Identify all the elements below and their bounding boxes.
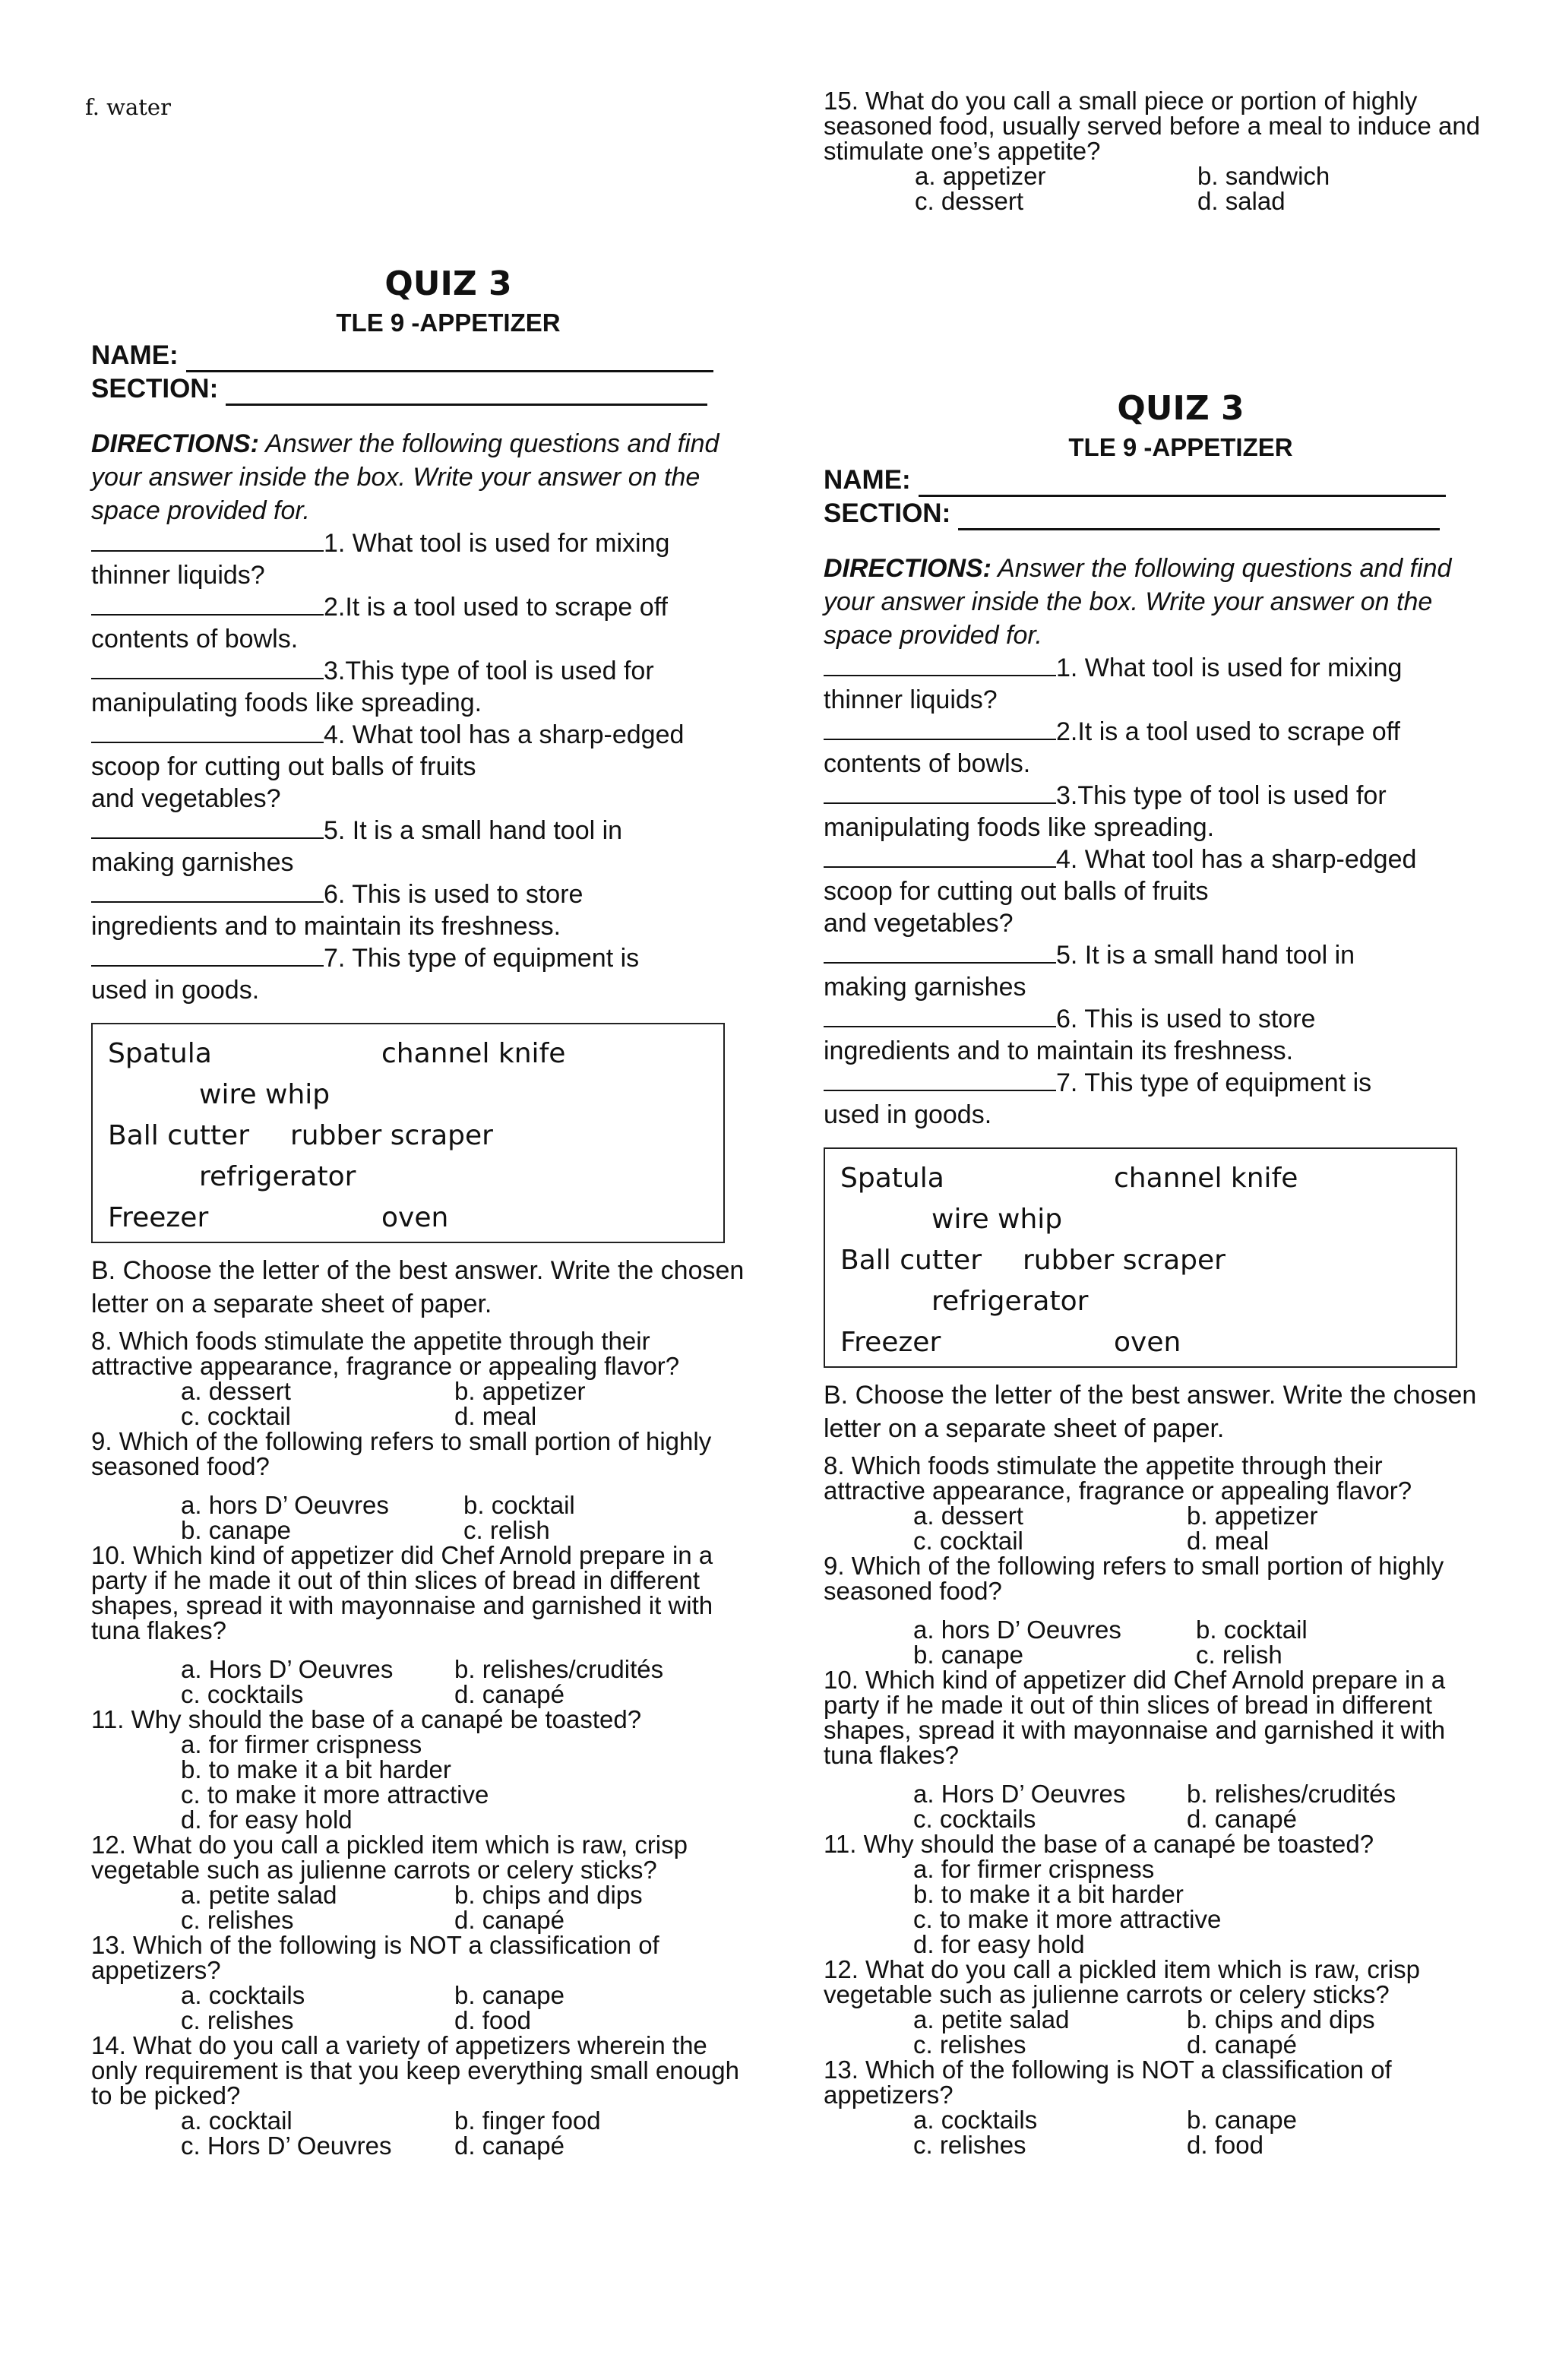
word-option: refrigerator [931,1286,1089,1317]
word-option: Freezer [840,1327,941,1358]
answer-blank[interactable] [91,655,324,679]
option: a. hors D’ Oeuvres [913,1616,1121,1644]
fill-item [824,652,1477,684]
answer-blank[interactable] [91,591,324,616]
option: d. for easy hold [913,1930,1085,1958]
fill-item-text: 4. What tool has a sharp-edged [1056,845,1417,874]
option: a. Hors D’ Oeuvres [181,1655,394,1683]
fill-item-text: 1. What tool is used for mixing [1056,654,1403,682]
fill-item-text: 4. What tool has a sharp-edged [324,720,685,749]
question-8: 8. Which foods stimulate the appetite through their attractive appearance, fragrance or appealing flavor? [824,1451,1412,1505]
answer-blank[interactable] [91,815,324,839]
option: b. chips and dips [454,1881,643,1909]
directions-text: Answer the following questions and find your answer inside the box. Write your answer on the space provided for. [824,554,1452,650]
word-option: oven [1114,1327,1181,1358]
option: b. appetizer [454,1377,586,1405]
word-option: channel knife [1114,1163,1298,1194]
name-field [91,339,745,372]
word-option: Spatula [840,1163,944,1194]
word-option: channel knife [381,1038,566,1069]
word-option: rubber scraper [290,1120,493,1151]
fill-item-text: thinner liquids? [824,685,998,714]
name-field [824,464,1477,497]
fill-item-text: used in goods. [91,976,260,1005]
option-row [824,188,1507,214]
question-11: 11. Why should the base of a canapé be toasted? [91,1705,642,1733]
multiple-choice [824,1453,1477,2157]
fill-item [91,591,745,623]
fill-item [91,719,745,751]
directions-label: DIRECTIONS: [824,554,991,583]
fill-item-text: manipulating foods like spreading. [824,813,1215,842]
option: c. relishes [181,2006,294,2034]
question-9: 9. Which of the following refers to small portion of highly seasoned food? [824,1552,1444,1605]
option: d. meal [1187,1527,1270,1555]
option: a. Hors D’ Oeuvres [913,1780,1126,1808]
name-blank[interactable] [186,347,713,372]
quiz-right [824,386,1477,2157]
option: b. canape [181,1516,291,1544]
option: d. canapé [454,1680,565,1708]
fill-item-text: 6. This is used to store [324,880,584,909]
directions [824,552,1477,652]
directions-label: DIRECTIONS: [91,429,259,458]
fill-item-text: scoop for cutting out balls of fruits [91,752,476,781]
multiple-choice [91,1328,745,2158]
question-8: 8. Which foods stimulate the appetite through their attractive appearance, fragrance or appealing flavor? [91,1327,680,1380]
option: c. Hors D’ Oeuvres [181,2132,392,2160]
fill-item-text: ingredients and to maintain its freshness. [91,912,561,941]
option: b. to make it a bit harder [913,1880,1184,1908]
quiz-subtitle: TLE 9 -APPETIZER [336,309,561,337]
fill-item-text: making garnishes [824,973,1026,1002]
question-12: 12. What do you call a pickled item which is raw, crisp vegetable such as julienne carrots or celery sticks? [91,1831,688,1884]
option: d. canapé [454,1906,565,1934]
option: d. canapé [454,2132,565,2160]
word-box [91,1023,725,1243]
answer-blank[interactable] [824,780,1056,804]
option: d. salad [1197,187,1286,215]
answer-blank[interactable] [91,719,324,743]
fill-item [824,716,1477,748]
fill-item-text: 5. It is a small hand tool in [1056,941,1355,970]
section-field [91,372,745,406]
option: c. cocktails [181,1680,304,1708]
option: a. cocktails [913,2106,1038,2134]
part-b-instructions: B. Choose the letter of the best answer. Write the chosen letter on a separate sheet of paper. [824,1381,1477,1443]
option: d. meal [454,1402,537,1430]
fill-item [91,942,745,974]
option: c. cocktail [913,1527,1023,1555]
fill-items [91,527,745,1006]
fill-item-text: and vegetables? [824,909,1014,938]
option: d. for easy hold [181,1806,353,1834]
option: b. cocktail [1196,1616,1308,1644]
question-15 [824,88,1507,214]
fill-item-text: 2.It is a tool used to scrape off [324,593,668,622]
fill-item [91,878,745,910]
fill-item-text: 6. This is used to store [1056,1005,1316,1033]
option: a. for firmer crispness [913,1855,1155,1883]
option: a. appetizer [915,162,1046,190]
quiz-title: QUIZ 3 [384,264,512,303]
fill-item-text: 7. This type of equipment is [324,944,640,973]
option: b. relishes/crudités [1187,1780,1396,1808]
fill-item [824,780,1477,812]
fill-item-text: 3.This type of tool is used for [324,657,654,685]
option: c. to make it more attractive [913,1905,1222,1933]
fill-item [824,843,1477,875]
word-option: Ball cutter [108,1120,249,1151]
section-blank[interactable] [226,381,707,406]
answer-blank[interactable] [824,1067,1056,1091]
fill-item-text: 2.It is a tool used to scrape off [1056,717,1400,746]
option: c. dessert [915,187,1024,215]
option: d. food [1187,2131,1263,2159]
option: b. canape [1187,2106,1297,2134]
fill-item [824,939,1477,971]
question-9: 9. Which of the following refers to small portion of highly seasoned food? [91,1427,712,1480]
directions-text: Answer the following questions and find your answer inside the box. Write your answer on the space provided for. [91,429,719,525]
option: b. relishes/crudités [454,1655,664,1683]
word-option: Ball cutter [840,1245,982,1276]
directions [91,427,745,527]
question-14: 14. What do you call a variety of appetizers wherein the only requirement is that you keep everything small enough to be picked? [91,2031,739,2109]
option: c. relishes [913,2131,1026,2159]
question-10: 10. Which kind of appetizer did Chef Arnold prepare in a party if he made it out of thin slices of bread in different shapes, spread it with mayonnaise and garnished it with tuna flakes? [91,1541,713,1644]
option: c. cocktail [181,1402,291,1430]
option: d. food [454,2006,531,2034]
answer-blank[interactable] [824,652,1056,676]
fill-item [824,1003,1477,1035]
option: a. petite salad [181,1881,337,1909]
option: a. cocktails [181,1981,305,2009]
section-field [824,497,1477,530]
quiz-subtitle: TLE 9 -APPETIZER [1068,433,1293,461]
fill-item [91,527,745,559]
option: d. canapé [1187,2030,1297,2059]
word-option: rubber scraper [1023,1245,1226,1276]
word-option: wire whip [199,1079,330,1110]
option: a. petite salad [913,2005,1070,2033]
word-option: wire whip [931,1204,1063,1235]
question-11: 11. Why should the base of a canapé be toasted? [824,1830,1374,1858]
question-13: 13. Which of the following is NOT a classification of appetizers? [824,2056,1392,2109]
section-label: SECTION: [824,498,951,528]
option: b. canape [454,1981,565,2009]
fill-item-text: 7. This type of equipment is [1056,1068,1372,1097]
fill-item-text: contents of bowls. [824,749,1031,778]
answer-blank[interactable] [91,942,324,967]
question-13: 13. Which of the following is NOT a classification of appetizers? [91,1931,659,1984]
fill-item [824,1067,1477,1099]
option: c. relish [463,1516,550,1544]
answer-blank[interactable] [824,1003,1056,1027]
quiz-left [91,261,745,2158]
answer-blank[interactable] [824,939,1056,964]
word-option: oven [381,1202,449,1233]
option: c. cocktails [913,1805,1036,1833]
fill-item-text: 5. It is a small hand tool in [324,816,623,845]
option: a. dessert [913,1502,1023,1530]
fill-item-text: 1. What tool is used for mixing [324,529,670,558]
word-option: refrigerator [199,1161,356,1192]
answer-blank[interactable] [91,527,324,552]
part-b-instructions: B. Choose the letter of the best answer. Write the chosen letter on a separate sheet of paper. [91,1256,745,1318]
answer-blank[interactable] [824,843,1056,868]
answer-blank[interactable] [91,878,324,903]
word-option: Spatula [108,1038,212,1069]
option: a. for firmer crispness [181,1730,422,1758]
option: a. hors D’ Oeuvres [181,1491,389,1519]
fill-item-text: 3.This type of tool is used for [1056,781,1387,810]
stray-answer-text: f. water [85,94,171,120]
quiz-title: QUIZ 3 [1117,389,1244,428]
answer-blank[interactable] [824,716,1056,740]
section-blank[interactable] [958,505,1440,530]
fill-item [91,815,745,847]
option: c. relishes [913,2030,1026,2059]
fill-item-text: and vegetables? [91,784,281,813]
option: b. appetizer [1187,1502,1318,1530]
fill-item-text: making garnishes [91,848,294,877]
option-row [824,163,1507,188]
question-10: 10. Which kind of appetizer did Chef Arnold prepare in a party if he made it out of thin slices of bread in different shapes, spread it with mayonnaise and garnished it with tuna flakes? [824,1666,1446,1769]
name-label: NAME: [824,465,911,495]
fill-item-text: scoop for cutting out balls of fruits [824,877,1209,906]
option: b. cocktail [463,1491,575,1519]
word-option: Freezer [108,1202,209,1233]
fill-item [91,655,745,687]
section-label: SECTION: [91,374,219,404]
option: d. canapé [1187,1805,1297,1833]
fill-items [824,652,1477,1131]
name-blank[interactable] [919,472,1446,497]
option: c. relishes [181,1906,294,1934]
fill-item-text: used in goods. [824,1100,992,1129]
question-15-text: 15. What do you call a small piece or portion of highly seasoned food, usually served before a meal to induce and stimulate one’s appetite? [824,87,1481,165]
option: b. canape [913,1641,1023,1669]
option: b. to make it a bit harder [181,1755,451,1783]
option: b. sandwich [1197,162,1330,190]
word-box [824,1147,1457,1368]
option: a. cocktail [181,2106,293,2135]
question-12: 12. What do you call a pickled item which is raw, crisp vegetable such as julienne carrots or celery sticks? [824,1955,1420,2008]
fill-item-text: ingredients and to maintain its freshness. [824,1037,1294,1065]
option: a. dessert [181,1377,291,1405]
option: b. finger food [454,2106,601,2135]
option: c. relish [1196,1641,1282,1669]
option: b. chips and dips [1187,2005,1375,2033]
fill-item-text: contents of bowls. [91,625,299,654]
fill-item-text: manipulating foods like spreading. [91,688,482,717]
name-label: NAME: [91,340,179,370]
option: c. to make it more attractive [181,1780,489,1809]
fill-item-text: thinner liquids? [91,561,265,590]
